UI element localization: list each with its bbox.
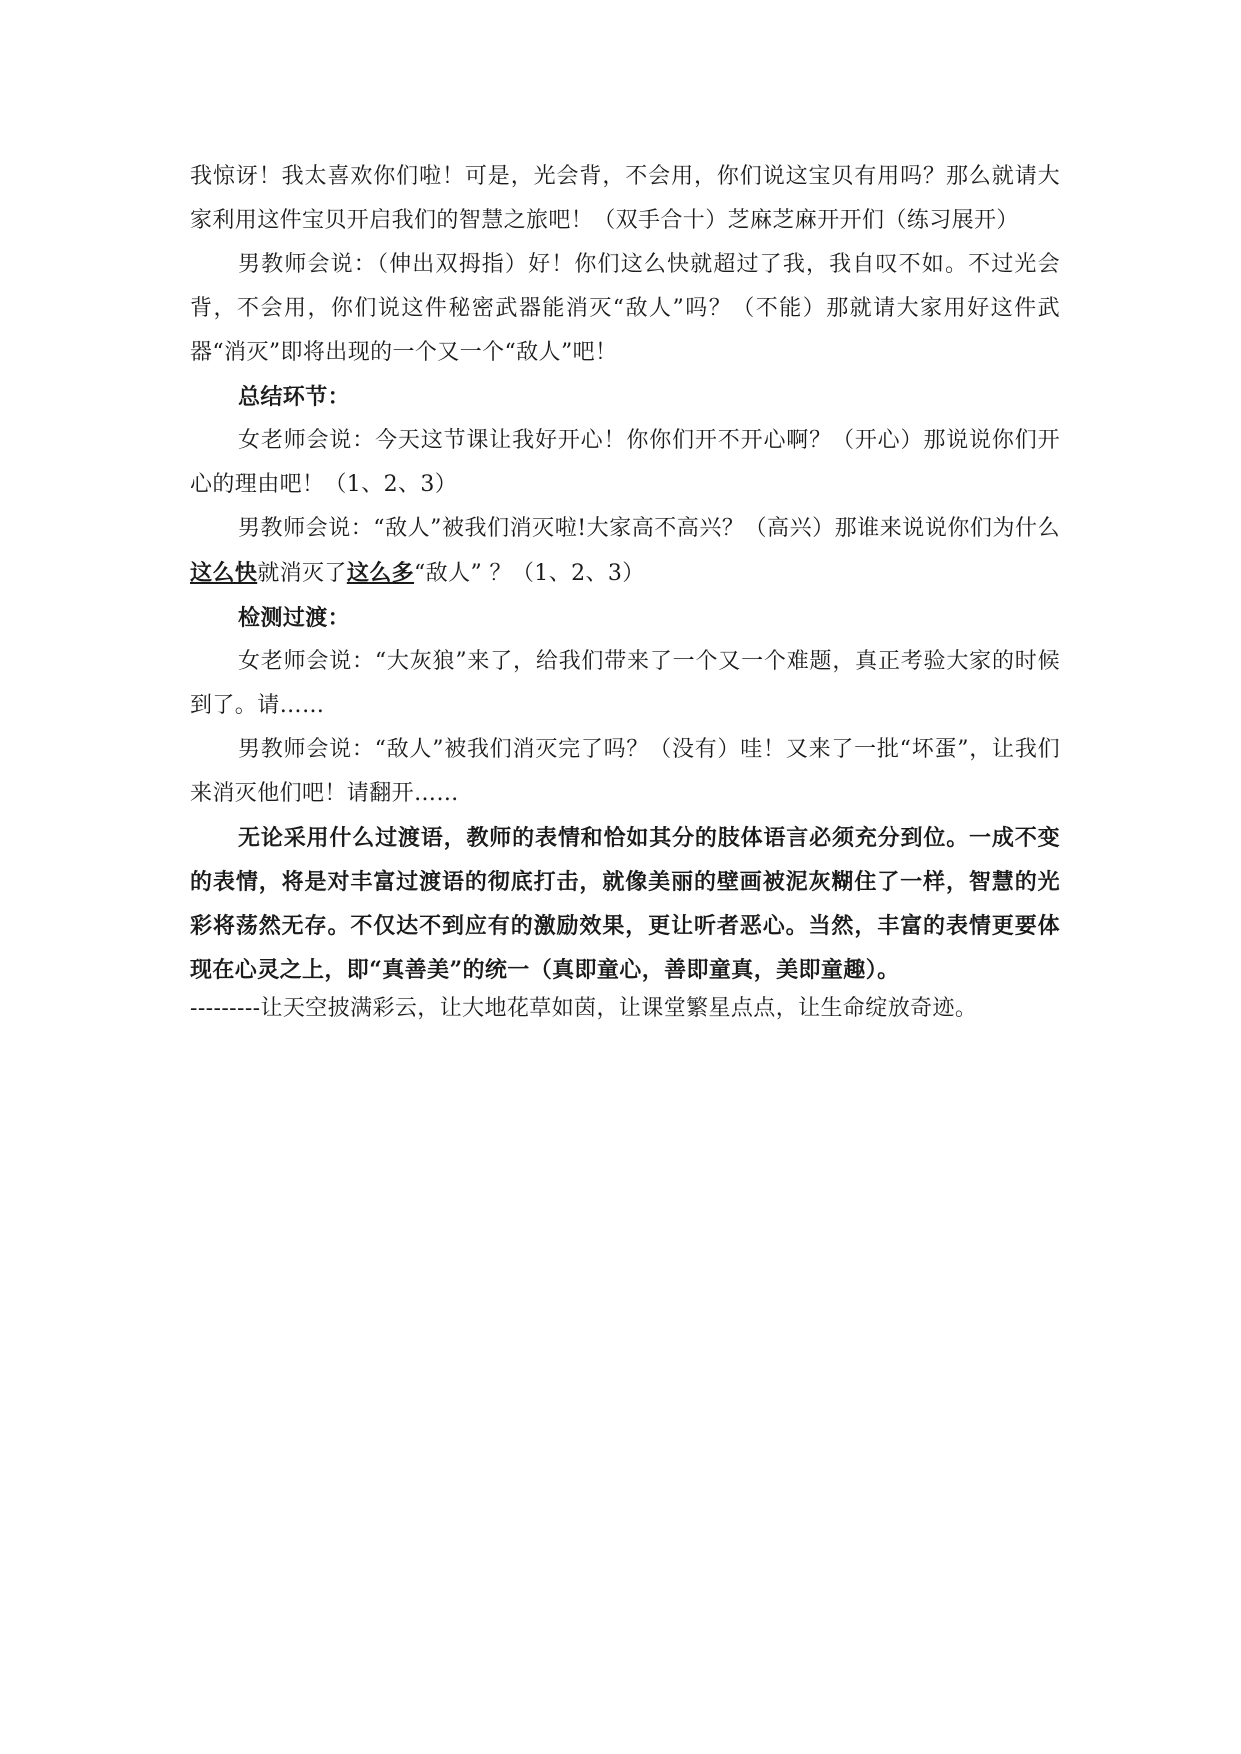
- paragraph-intro: 我惊讶！我太喜欢你们啦！可是，光会背，不会用，你们说这宝贝有用吗？那么就请大家利用这件宝贝开启我们的智慧之旅吧！（双手合十）芝麻芝麻开开们（练习展开）: [190, 164, 1060, 233]
- paragraph-male-teacher-1: 男教师会说：（伸出双拇指）好！你们这么快就超过了我，我自叹不如。不过光会背，不会用，你们说这件秘密武器能消灭“敌人”吗？（不能）那就请大家用好这件武器“消灭”即将出现的一个又一个“敌人”吧！: [190, 252, 1060, 365]
- paragraph-male-teacher-2-text-c: “敌人” ？（1、2、3）: [414, 561, 645, 586]
- heading-summary: 总结环节：: [238, 384, 351, 410]
- document-body: [190, 155, 1060, 1026]
- paragraph-male-teacher-2-text-a: 男教师会说：“敌人”被我们消灭啦!大家高不高兴？（高兴）那谁来说说你们为什么: [238, 516, 1060, 541]
- paragraph-male-teacher-2: [190, 507, 1060, 596]
- heading-test-transition: 检测过渡：: [238, 605, 351, 631]
- paragraph-female-teacher-1: 女老师会说：今天这节课让我好开心！你你们开不开心啊？（开心）那说说你们开心的理由吧！（1、2、3）: [190, 428, 1060, 497]
- paragraph-male-teacher-3: 男教师会说：“敌人”被我们消灭完了吗？（没有）哇！又来了一批“坏蛋”，让我们来消灭他们吧！请翻开……: [190, 737, 1060, 806]
- underlined-phrase-so-many: 这么多: [346, 560, 415, 586]
- paragraph-male-teacher-2-text-b: 就消灭了: [257, 561, 347, 586]
- paragraph-closing-line: ---------让天空披满彩云，让大地花草如茵，让课堂繁星点点，让生命绽放奇迹。: [190, 996, 978, 1021]
- underlined-phrase-so-fast: 这么快: [190, 560, 258, 586]
- paragraph-conclusion: 无论采用什么过渡语，教师的表情和恰如其分的肢体语言必须充分到位。一成不变的表情，将是对丰富过渡语的彻底打击，就像美丽的壁画被泥灰糊住了一样，智慧的光彩将荡然无存。不仅达不到应有的激励效果，更让听者恶心。当然，丰富的表情更要体现在心灵之上，即“真善美”的统一（真即童心，善即童真，美即童趣）。: [190, 825, 1060, 983]
- paragraph-female-teacher-2: 女老师会说：“大灰狼”来了，给我们带来了一个又一个难题，真正考验大家的时候到了。请……: [190, 649, 1060, 718]
